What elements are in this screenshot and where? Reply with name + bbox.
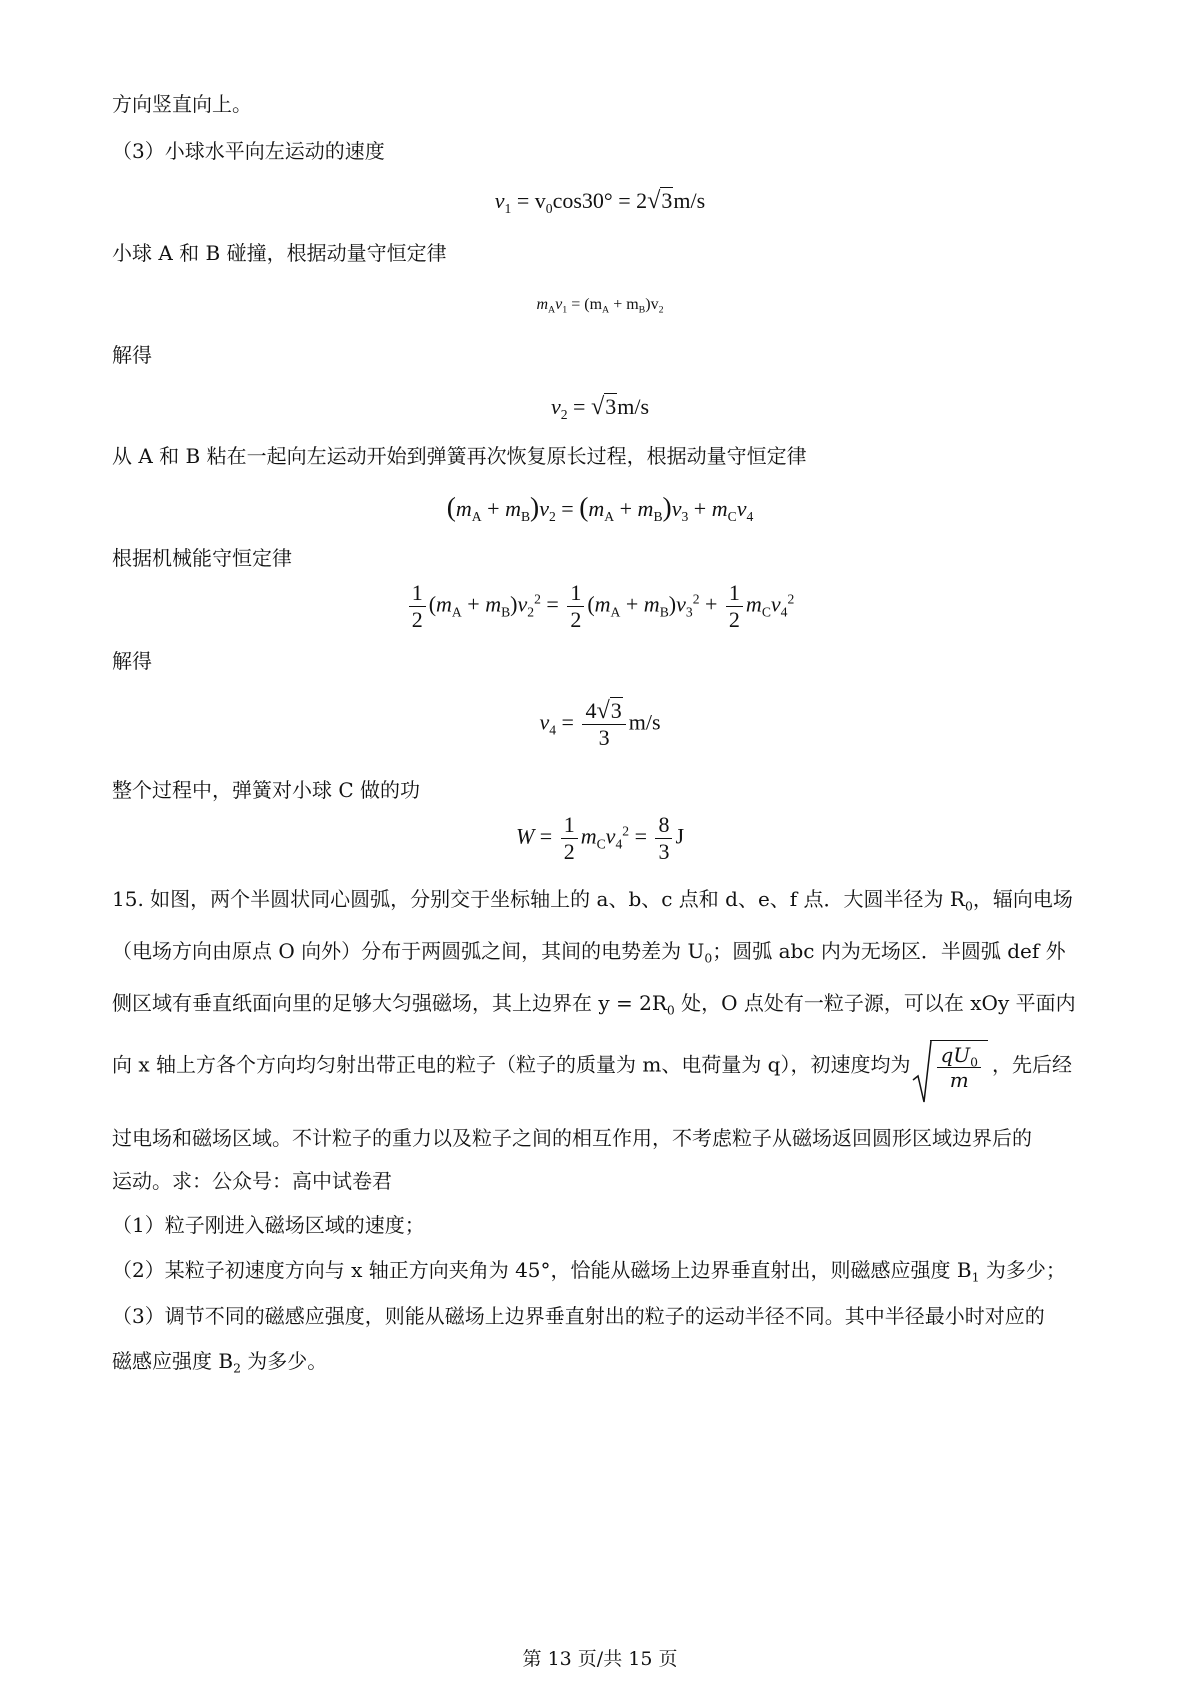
page-footer: 第 13 页/共 15 页	[522, 1648, 678, 1670]
equation-energy: $\frac{1}{2}$ $(m_A + m_B)v_2^2$ = $\frac{1}{2}$ $(m_A + m_B)v_3^2$ + $\frac{1}{2}$ $m_Cv_4^2$	[0, 580, 1200, 633]
equation-momentum-abc: $(m_A + m_B)v_2 = (m_A + m_B)v_3 + m_Cv_4$	[446, 491, 754, 524]
text-line: 解得	[112, 343, 152, 367]
problem-15-line-1: 15. 如图，两个半圆状同心圆弧，分别交于坐标轴上的 a、b、c 点和 d、e、f 点．大圆半径为 $R_0$，辐向电场	[112, 887, 1073, 914]
question-1: （1）粒子刚进入磁场区域的速度；	[112, 1213, 425, 1237]
question-3-continued: 磁感应强度 $B_2$ 为多少。	[112, 1349, 328, 1376]
problem-15-line-3: 侧区域有垂直纸面向里的足够大匀强磁场，其上边界在 $y = 2R_0$ 处，O 点处有一粒子源，可以在 xOy 平面内	[112, 991, 1076, 1018]
problem-15-line-6: 运动。求：公众号：高中试卷君	[112, 1169, 392, 1193]
question-2: （2）某粒子初速度方向与 x 轴正方向夹角为 45°，恰能从磁场上边界垂直射出，则磁感应强度 $B_1$ 为多少；	[112, 1258, 1066, 1285]
equation-v1: $v_1 = v_0\cos 30^\circ = 2√3m/s$	[494, 187, 706, 216]
problem-15-line-5: 过电场和磁场区域。不计粒子的重力以及粒子之间的相互作用，不考虑粒子从磁场返回圆形区域边界后的	[112, 1126, 1032, 1150]
problem-15-line-4: 向 x 轴上方各个方向均匀射出带正电的粒子（粒子的质量为 m、电荷量为 q），初速度均为 $\frac{qU_0}{m}$ ，先后经	[112, 1040, 1100, 1092]
equation-v4: $v_4$ = $\frac{4√3}{3}$ m/s	[539, 697, 661, 750]
text-line: 整个过程中，弹簧对小球 C 做的功	[112, 778, 421, 802]
text-line: 根据机械能守恒定律	[112, 546, 292, 570]
text-line: 从 A 和 B 粘在一起向左运动开始到弹簧再次恢复原长过程，根据动量守恒定律	[112, 444, 807, 468]
text-line: 方向竖直向上。	[112, 92, 252, 116]
equation-v2: $v_2 = √3m/s$	[550, 393, 650, 422]
text-line: （3）小球水平向左运动的速度	[112, 139, 385, 163]
sqrt-velocity-expression: $\frac{qU_0}{m}$	[912, 1040, 988, 1092]
equation-work: W = $\frac{1}{2}$ $m_Cv_4^2$ = $\frac{8}{3}$ J	[515, 812, 685, 864]
equation-momentum-ab: $m_Av_1 = (m_A + m_B)v_2$	[536, 296, 664, 316]
problem-15-line-2: （电场方向由原点 O 向外）分布于两圆弧之间，其间的电势差为 $U_0$；圆弧 abc 内为无场区．半圆弧 def 外	[112, 939, 1066, 966]
text-line: 解得	[112, 649, 152, 673]
question-3: （3）调节不同的磁感应强度，则能从磁场上边界垂直射出的粒子的运动半径不同。其中半径最小时对应的	[112, 1304, 1045, 1328]
text-line: 小球 A 和 B 碰撞，根据动量守恒定律	[112, 241, 447, 265]
